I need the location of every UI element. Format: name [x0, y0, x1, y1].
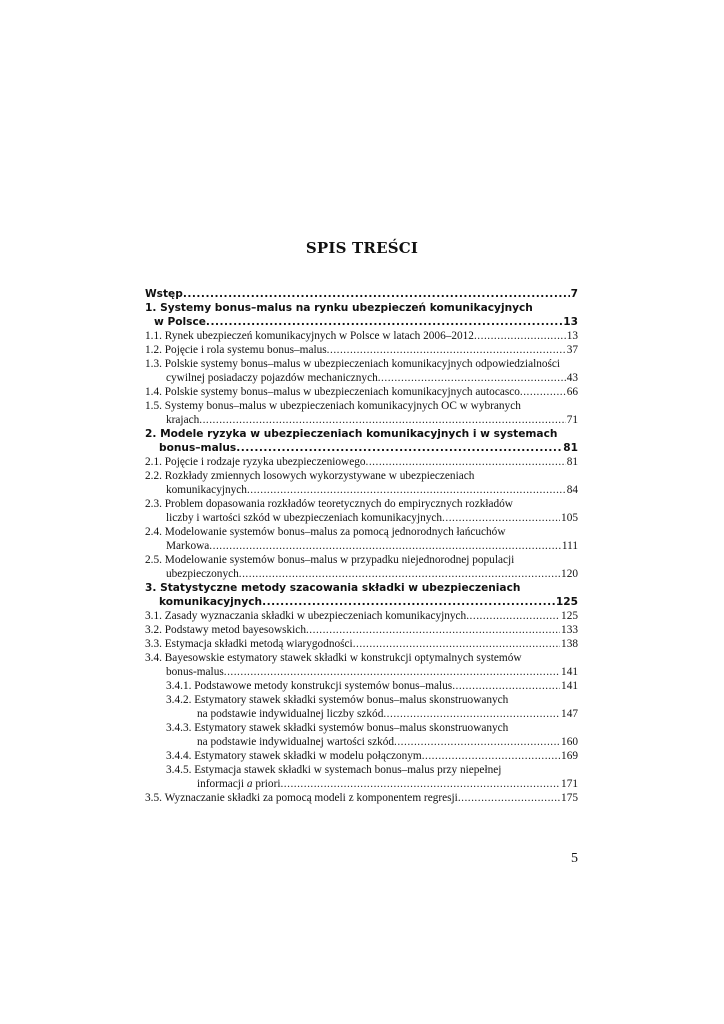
- dot-leader: [452, 679, 560, 693]
- dot-leader: [327, 343, 566, 357]
- toc-entry-title: 3.3. Estymacja składki metodą wiarygodności: [145, 638, 353, 650]
- toc-entry[interactable]: [145, 497, 578, 525]
- toc-entry-title: 3.4.3. Estymatory stawek składki systemów bonus–malus skonstruowanych: [166, 722, 509, 734]
- dot-leader: [280, 777, 560, 791]
- toc-entry-page: 141: [561, 680, 578, 692]
- toc-entry-title: Markowa: [166, 540, 210, 552]
- toc-entry-title: bonus-malus: [166, 666, 224, 678]
- toc-entry-page: 13: [566, 330, 578, 342]
- toc-entry[interactable]: [145, 525, 578, 553]
- dot-leader: [206, 315, 562, 329]
- toc-entry-title: 3.4.2. Estymatory stawek składki systemów bonus–malus skonstruowanych: [166, 694, 509, 706]
- toc-entry-title: ubezpieczonych: [166, 568, 239, 580]
- dot-leader: [239, 567, 560, 581]
- toc-entry-title: komunikacyjnych: [159, 596, 263, 608]
- page-title: SPIS TREŚCI: [305, 239, 419, 257]
- toc-entry-page: 160: [561, 736, 578, 748]
- toc-entry[interactable]: [145, 623, 578, 637]
- toc-entry[interactable]: [145, 357, 578, 385]
- toc-entry-page: 71: [566, 414, 578, 426]
- dot-leader: [236, 441, 562, 455]
- toc-entry[interactable]: [145, 693, 578, 721]
- toc-entry-page: 125: [561, 610, 578, 622]
- toc-entry[interactable]: [145, 679, 578, 693]
- toc-entry[interactable]: [145, 469, 578, 497]
- dot-leader: [199, 413, 565, 427]
- dot-leader: [224, 665, 560, 679]
- toc-entry-title: 1.5. Systemy bonus–malus w ubezpieczeniach komunikacyjnych OC w wybranych: [145, 400, 521, 412]
- toc-entry-title: 2.5. Modelowanie systemów bonus–malus w przypadku niejednorodnej populacji: [145, 554, 515, 566]
- dot-leader: [366, 455, 566, 469]
- toc-entry-title: 3.1. Zasady wyznaczania składki w ubezpieczeniach komunikacyjnych: [145, 610, 467, 622]
- toc-entry-page: 66: [566, 386, 578, 398]
- toc-entry-page: 169: [561, 750, 578, 762]
- toc-entry-page: 175: [561, 792, 578, 804]
- dot-leader: [306, 623, 560, 637]
- toc-entry[interactable]: [145, 609, 578, 623]
- toc-entry-title: w Polsce: [154, 316, 206, 328]
- toc-entry-title: 2.4. Modelowanie systemów bonus–malus za pomocą jednorodnych łańcuchów: [145, 526, 506, 538]
- toc-entry-page: 147: [561, 708, 578, 720]
- toc-entry-title: 2.1. Pojęcie i rodzaje ryzyka ubezpieczeniowego: [145, 456, 366, 468]
- toc-entry-page: 37: [566, 344, 578, 356]
- toc-entry-page: 81: [563, 442, 578, 454]
- dot-leader: [520, 385, 566, 399]
- toc-entry-page: 125: [555, 596, 578, 608]
- toc-entry-page: 84: [566, 484, 578, 496]
- toc-entry-title: 1.1. Rynek ubezpieczeń komunikacyjnych w Polsce w latach 2006–2012: [145, 330, 474, 342]
- dot-leader: [383, 707, 560, 721]
- toc-entry-page: 138: [561, 638, 578, 650]
- dot-leader: [466, 609, 560, 623]
- dot-leader: [353, 637, 560, 651]
- table-of-contents: [145, 287, 578, 805]
- toc-entry-title: na podstawie indywidualnej liczby szkód: [197, 708, 384, 720]
- toc-entry-page: 13: [563, 316, 578, 328]
- toc-entry[interactable]: [145, 763, 578, 791]
- toc-entry[interactable]: [145, 343, 578, 357]
- toc-entry-title: bonus–malus: [159, 442, 237, 454]
- toc-entry-title: 1.2. Pojęcie i rola systemu bonus–malus: [145, 344, 327, 356]
- dot-leader: [183, 287, 570, 301]
- dot-leader: [378, 371, 566, 385]
- toc-entry[interactable]: [145, 637, 578, 651]
- toc-entry-page: 105: [561, 512, 578, 524]
- toc-entry[interactable]: [145, 455, 578, 469]
- toc-entry-title: 1. Systemy bonus–malus na rynku ubezpieczeń komunikacyjnych: [145, 302, 533, 314]
- toc-entry[interactable]: [145, 651, 578, 679]
- toc-entry-title: 2.3. Problem dopasowania rozkładów teoretycznych do empirycznych rozkładów: [145, 498, 513, 510]
- dot-leader: [247, 483, 566, 497]
- toc-entry[interactable]: [145, 399, 578, 427]
- toc-entry-title: 3.4.1. Podstawowe metody konstrukcji systemów bonus–malus: [166, 680, 453, 692]
- toc-entry-page: 111: [561, 540, 578, 552]
- toc-entry-page: 7: [570, 288, 578, 300]
- toc-entry-title: 1.3. Polskie systemy bonus–malus w ubezpieczeniach komunikacyjnych odpowiedzialności: [145, 358, 561, 370]
- toc-entry[interactable]: [145, 791, 578, 805]
- toc-entry-page: 43: [566, 372, 578, 384]
- toc-entry-title: Wstęp: [145, 288, 183, 300]
- dot-leader: [394, 735, 560, 749]
- toc-entry[interactable]: [145, 553, 578, 581]
- toc-entry-title: krajach: [166, 414, 200, 426]
- toc-entry-title: 2. Modele ryzyka w ubezpieczeniach komunikacyjnych i w systemach: [145, 428, 558, 440]
- toc-entry-title: liczby i wartości szkód w ubezpieczeniach komunikacyjnych: [166, 512, 443, 524]
- toc-entry-title: 3. Statystyczne metody szacowania składki w ubezpieczeniach: [145, 582, 521, 594]
- dot-leader: [209, 539, 561, 553]
- toc-entry-title: 3.2. Podstawy metod bayesowskich: [145, 624, 306, 636]
- dot-leader: [474, 329, 566, 343]
- dot-leader: [422, 749, 560, 763]
- toc-entry-page: 120: [561, 568, 578, 580]
- toc-entry-title: 1.4. Polskie systemy bonus–malus w ubezpieczeniach komunikacyjnych autocasco: [145, 386, 520, 398]
- toc-entry-title: 2.2. Rozkłady zmiennych losowych wykorzystywane w ubezpieczeniach: [145, 470, 475, 482]
- toc-entry-page: 81: [566, 456, 578, 468]
- toc-entry[interactable]: [145, 581, 578, 609]
- toc-entry[interactable]: [145, 287, 578, 301]
- toc-entry[interactable]: [145, 749, 578, 763]
- toc-entry-page: 171: [561, 778, 578, 790]
- dot-leader: [262, 595, 555, 609]
- page-number: 5: [571, 851, 578, 866]
- toc-entry-page: 141: [561, 666, 578, 678]
- toc-entry-title: 3.4.4. Estymatory stawek składki w modelu połączonym: [166, 750, 422, 762]
- toc-entry[interactable]: [145, 427, 578, 455]
- toc-entry[interactable]: [145, 301, 578, 329]
- toc-entry-title: informacji a priori: [197, 778, 281, 790]
- toc-entry[interactable]: [145, 329, 578, 343]
- toc-entry-title: 3.4.5. Estymacja stawek składki w systemach bonus–malus przy niepełnej: [166, 764, 502, 776]
- toc-entry[interactable]: [145, 721, 578, 749]
- toc-entry-title: komunikacyjnych: [166, 484, 247, 496]
- dot-leader: [442, 511, 560, 525]
- dot-leader: [458, 791, 560, 805]
- toc-entry[interactable]: [145, 385, 578, 399]
- toc-entry-title: na podstawie indywidualnej wartości szkód: [197, 736, 395, 748]
- toc-entry-title: cywilnej posiadaczy pojazdów mechanicznych: [166, 372, 378, 384]
- toc-entry-title: 3.4. Bayesowskie estymatory stawek składki w konstrukcji optymalnych systemów: [145, 652, 522, 664]
- toc-entry-page: 133: [561, 624, 578, 636]
- toc-entry-title: 3.5. Wyznaczanie składki za pomocą modeli z komponentem regresji: [145, 792, 458, 804]
